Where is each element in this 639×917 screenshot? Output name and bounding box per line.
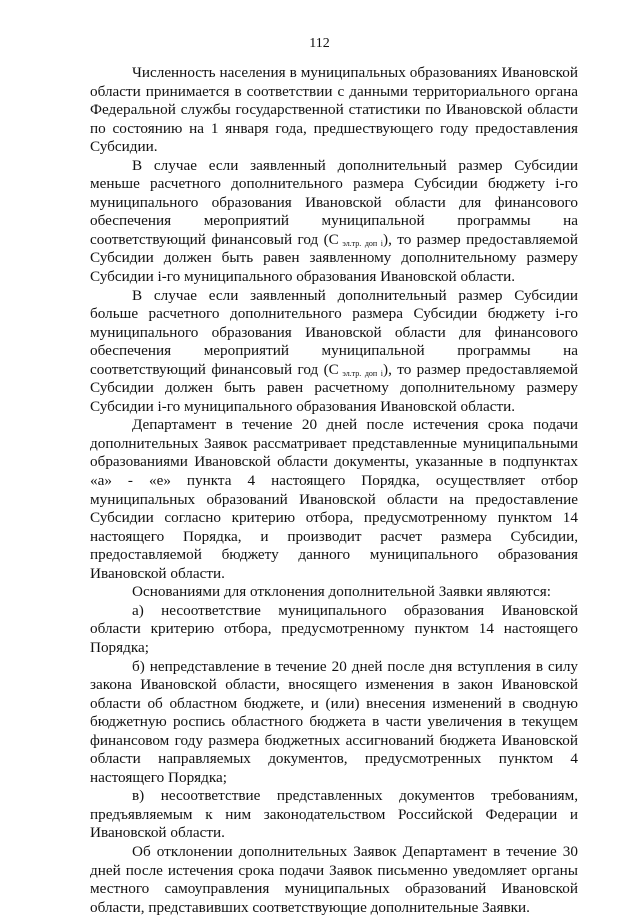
paragraph-text: а) несоответствие муниципального образования Ивановской области критерию отбора, предусмотренному пунктом 14 настоящего Порядка; bbox=[90, 601, 578, 656]
paragraph-text: Об отклонении дополнительных Заявок Департамент в течение 30 дней после истечения срока подачи Заявок письменно уведомляет органы местного самоуправления муниципальных образований Ивановской области, представивших соответствующие дополнительные Заявки. bbox=[90, 842, 578, 916]
paragraph bbox=[90, 583, 578, 602]
paragraph bbox=[90, 287, 578, 417]
paragraph-text: Основаниями для отклонения дополнительной Заявки являются: bbox=[132, 583, 551, 601]
paragraph-text: В случае если заявленный дополнительный размер Субсидии больше расчетного дополнительного размера Субсидии бюджету i-го муниципального образования Ивановской области для финансового обеспечения мероприятий муниципальной программы на соответствующий финансовый год (С bbox=[90, 286, 578, 378]
paragraph-text: ), то размер предоставляемой Субсидии должен быть равен расчетному дополнительному размеру Субсидии i-го муниципального образования Ивановской области. bbox=[90, 360, 579, 415]
paragraph-text: б) непредставление в течение 20 дней после дня вступления в силу закона Ивановской области, вносящего изменения в закон Ивановской области об областном бюджете, и (или) внесения изменений в сводную бюджетную роспись областного бюджета в части увеличения в текущем финансовом году размера бюджетных ассигнований бюджета Ивановской области направляемых документов, предусмотренных пунктом 4 настоящего Порядка; bbox=[90, 657, 578, 786]
page-number: 112 bbox=[309, 36, 330, 51]
paragraph bbox=[90, 658, 578, 788]
paragraph bbox=[90, 64, 578, 157]
subscript-index: эл.тр. доп i bbox=[338, 238, 384, 248]
paragraph bbox=[90, 157, 578, 287]
paragraph-text: В случае если заявленный дополнительный размер Субсидии меньше расчетного дополнительного размера Субсидии бюджету i-го муниципального образования Ивановской области для финансового обеспечения мероприятий муниципальной программы на соответствующий финансовый год (С bbox=[90, 156, 578, 248]
paragraph bbox=[90, 602, 578, 658]
subscript-index: эл.тр. доп i bbox=[338, 368, 384, 378]
paragraph bbox=[90, 843, 578, 917]
paragraph-text: Департамент в течение 20 дней после истечения срока подачи дополнительных Заявок рассматривает представленные муниципальными образованиями Ивановской области документы, указанные в подпунктах «а» - «е» пункта 4 настоящего Порядка, осуществляет отбор муниципальных образований Ивановской области на предоставление Субсидии согласно критерию отбора, предусмотренному пунктом 14 настоящего Порядка, и производит расчет размера Субсидии, предоставляемой бюджету данного муниципального образования Ивановской области. bbox=[90, 416, 578, 582]
paragraph bbox=[90, 416, 578, 583]
paragraph-text: Численность населения в муниципальных образованиях Ивановской области принимается в соответствии с данными территориального органа Федеральной службы государственной статистики по Ивановской области по состоянию на 1 января года, предшествующего году предоставления Субсидии. bbox=[90, 64, 578, 156]
paragraph-text: в) несоответствие представленных документов требованиям, предъявляемым к ним законодательством Российской Федерации и Ивановской области. bbox=[90, 787, 578, 842]
paragraph-text: ), то размер предоставляемой Субсидии должен быть равен заявленному дополнительному размеру Субсидии i-го муниципального образования Ивановской области. bbox=[90, 230, 579, 286]
document-body bbox=[90, 64, 578, 917]
paragraph bbox=[90, 787, 578, 843]
